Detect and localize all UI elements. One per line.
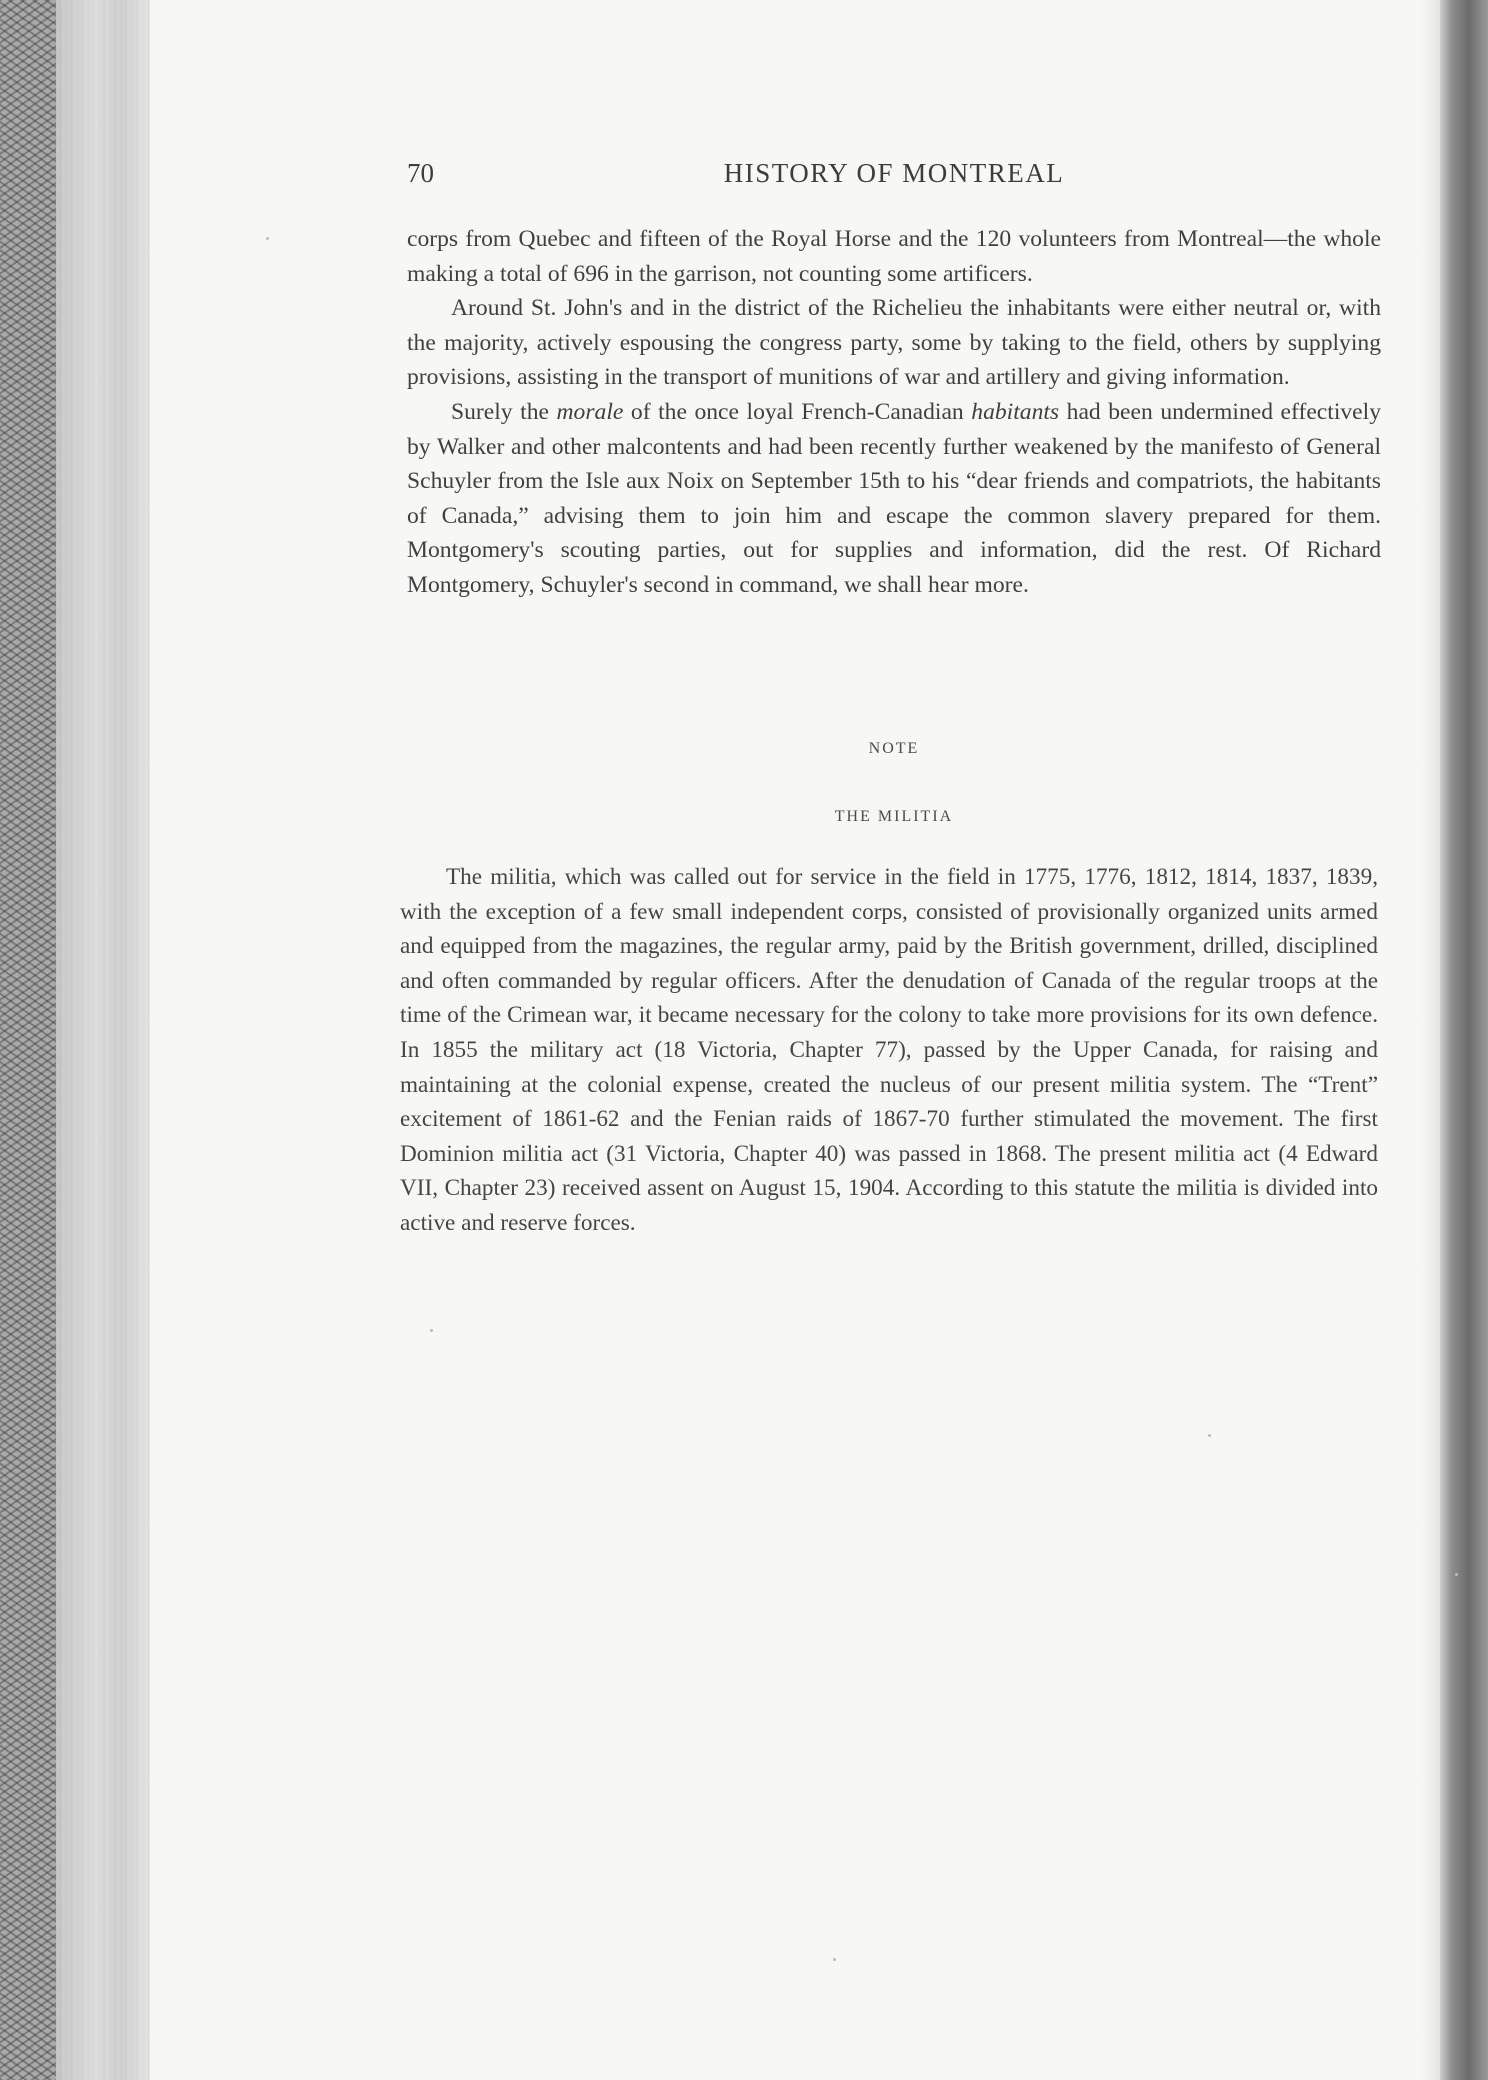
paragraph-3-text-b: of the once loyal French-Canadian <box>623 398 972 425</box>
note-paragraph: The militia, which was called out for service in the field in 1775, 1776, 1812, 1814, 1837, 1839, with the exception of a few small independent corps, consisted of provisionally organized units armed and equipped from the magazines, the regular army, paid by the British government, drilled, disciplined and often commanded by regular officers. After the denudation of Canada of the regular troops at the time of the Crimean war, it became necessary for the colony to take more provisions for its own defence. In 1855 the military act (18 Victoria, Chapter 77), passed by the Upper Canada, for raising and maintaining at the colonial expense, created the nucleus of our present militia system. The “Trent” excitement of 1861-62 and the Fenian raids of 1867-70 further stimulated the movement. The first Dominion militia act (31 Victoria, Chapter 40) was passed in 1868. The present militia act (4 Edward VII, Chapter 23) received assent on August 15, 1904. According to this statute the militia is divided into active and reserve forces. <box>400 864 1378 1236</box>
paragraph-3-text-a: Surely the <box>451 398 557 425</box>
running-head <box>407 158 1381 194</box>
italic-term-morale: morale <box>556 398 624 425</box>
page-number: 70 <box>407 158 434 188</box>
body-text <box>407 222 1381 603</box>
italic-term-habitants: habitants <box>971 398 1060 425</box>
note-title: THE MILITIA <box>834 808 954 825</box>
scan-speck <box>1455 1573 1458 1576</box>
note-text <box>400 860 1378 1241</box>
scan-speck <box>430 1329 433 1332</box>
note-label: NOTE <box>868 740 920 757</box>
scan-speck <box>833 1958 836 1961</box>
scan-speck <box>1208 1434 1211 1437</box>
body-paragraph-2: Around St. John's and in the district of the Richelieu the inhabitants were either neutral or, with the majority, actively espousing the congress party, some by taking to the field, others by supplying provisions, assisting in the transport of munitions of war and artillery and giving information. <box>407 295 1381 391</box>
paragraph-3-text-c: had been undermined effectively by Walker and other malcontents and had been recently further weakened by the manifesto of General Schuyler from the Isle aux Noix on September 15th to his “dear friends and compatriots, the habitants of Canada,” advising them to join him and escape the common slavery prepared for them. Montgomery's scouting parties, out for supplies and information, did the rest. Of Richard Montgomery, Schuyler's second in command, we shall hear more. <box>407 398 1381 598</box>
running-title: HISTORY OF MONTREAL <box>723 158 1065 188</box>
body-paragraph-1: corps from Quebec and fifteen of the Royal Horse and the 120 volunteers from Montreal—the whole making a total of 696 in the garrison, not counting some artificers. <box>407 226 1381 287</box>
body-paragraph-3 <box>407 395 1381 603</box>
scan-speck <box>266 237 269 240</box>
